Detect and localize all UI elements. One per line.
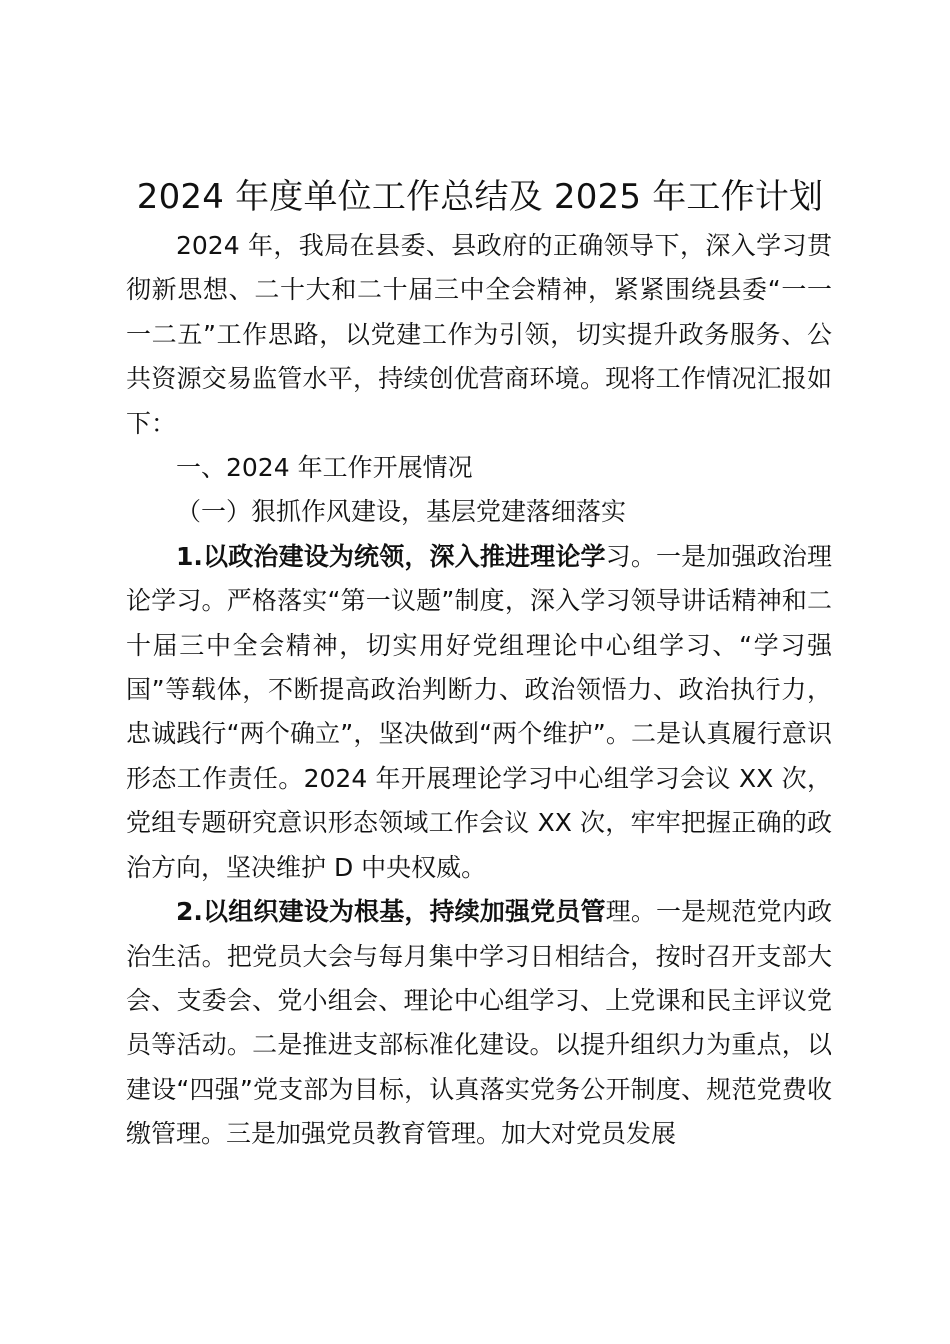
item-2-paragraph xyxy=(126,890,832,1156)
document-body xyxy=(126,224,832,1157)
item-1-lead: 1.以政治建设为统领，深入推进理论学 xyxy=(176,541,606,571)
item-2-body: 理。一是规范党内政治生活。把党员大会与每月集中学习日相结合，按时召开支部大会、支委会、党小组会、理论中心组学习、上党课和民主评议党员等活动。二是推进支部标准化建设。以提升组织力为重点，以建设“四强”党支部为目标，认真落实党务公开制度、规范党费收缴管理。三是加强党员教育管理。加大对党员发展 xyxy=(126,897,832,1149)
document-title: 2024 年度单位工作总结及 2025 年工作计划 xyxy=(136,177,824,217)
item-2-lead: 2.以组织建设为根基，持续加强党员管 xyxy=(176,897,606,927)
item-1-paragraph xyxy=(126,535,832,890)
intro-paragraph: 2024 年，我局在县委、县政府的正确领导下，深入学习贯彻新思想、二十大和二十届三中全会精神，紧紧围绕县委“一一一二五”工作思路，以党建工作为引领，切实提升政务服务、公共资源交易监管水平，持续创优营商环境。现将工作情况汇报如下： xyxy=(126,231,832,438)
subsection-heading: （一）狠抓作风建设，基层党建落细落实 xyxy=(176,497,627,527)
section-heading: 一、2024 年工作开展情况 xyxy=(176,453,473,483)
item-1-body: 习。一是加强政治理论学习。严格落实“第一议题”制度，深入学习领导讲话精神和二十届三中全会精神，切实用好党组理论中心组学习、“学习强国”等载体，不断提高政治判断力、政治领悟力、政治执行力，忠诚践行“两个确立”，坚决做到“两个维护”。二是认真履行意识形态工作责任。2024 年开展理论学习中心组学习会议 XX 次，党组专题研究意识形态领域工作会议 XX 次，牢牢把握正确的政治方向，坚决维护 D 中央权威。 xyxy=(126,541,832,882)
